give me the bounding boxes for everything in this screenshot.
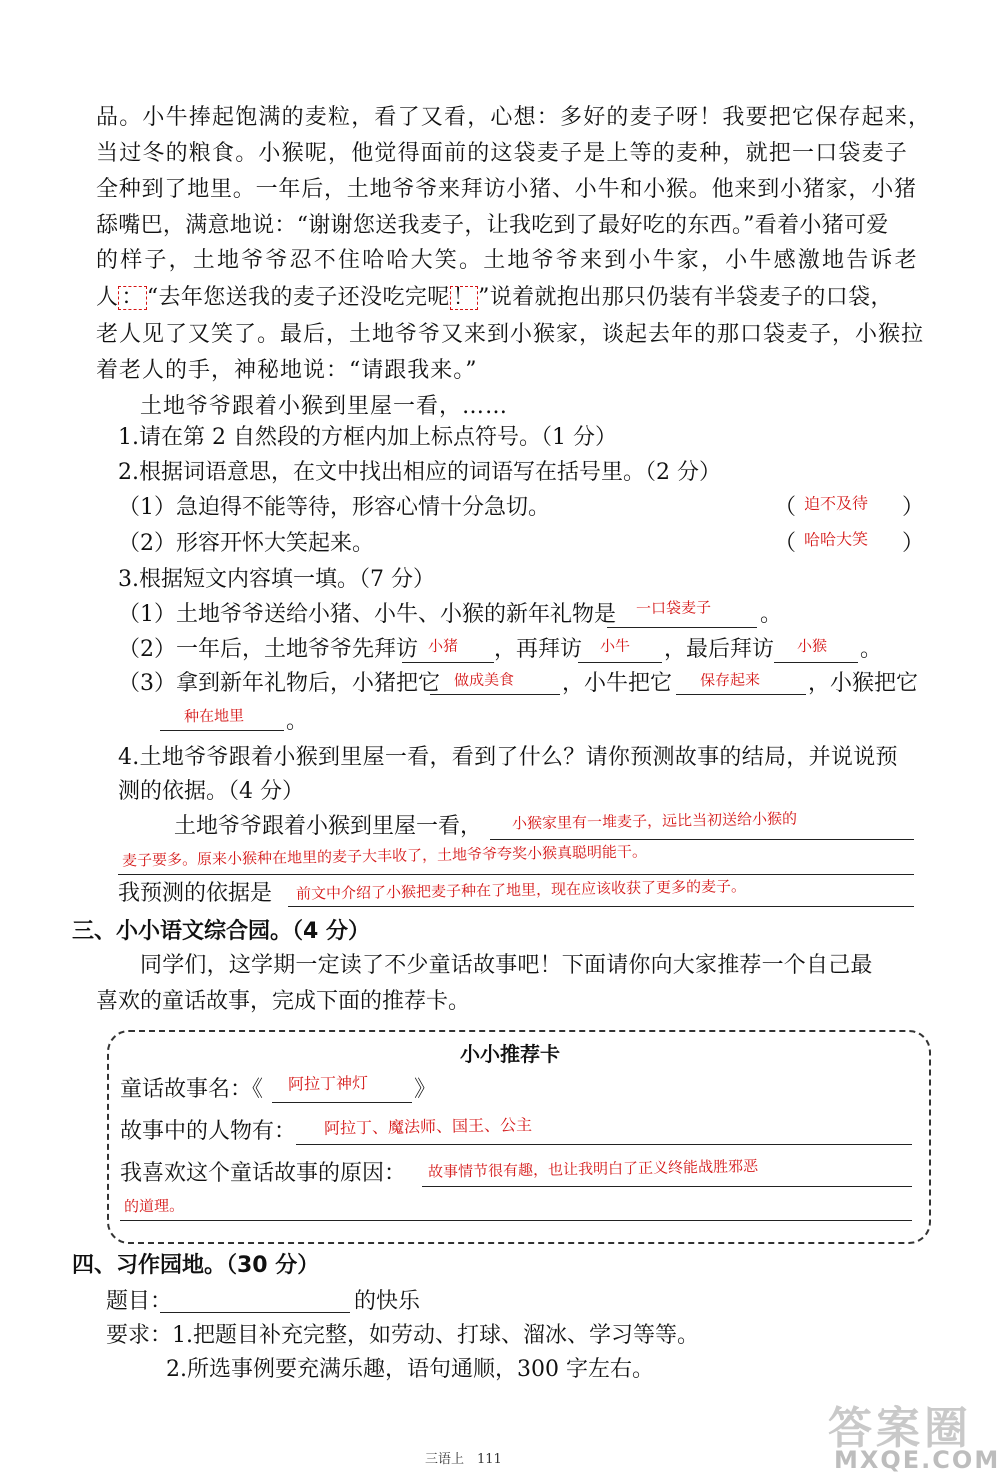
card-name-blank [272,1102,412,1103]
watermark-text: 答案圈 [828,1403,972,1454]
question-2a-close: ） [902,495,925,520]
blank-4-2 [118,874,914,875]
section-4-requirement-1: 要求：1.把题目补充完整，如劳动、打球、溜冰、学习等等。 [106,1323,699,1348]
card-name-close: 》 [414,1077,437,1102]
story-text: ”说着就抱出那只仍装有半袋麦子的口袋， [478,285,893,310]
page-footer: 三语上 111 [425,1452,502,1467]
blank-3-2a [402,662,494,663]
card-reason-label: 我喜欢这个童话故事的原因： [120,1161,407,1186]
section-4-topic-label: 题目： [106,1289,173,1314]
punctuation-box-colon: ： [118,286,146,310]
section-4-title: 四、习作园地。（30 分） [72,1253,320,1278]
question-4-title-2: 测的依据。（4 分） [118,779,304,804]
question-3-line-3b: ，小牛把它 [562,671,673,696]
question-3-line-3c: ，小猴把它 [808,671,919,696]
answer-3-3c: 种在地里 [183,706,245,726]
card-characters-answer: 阿拉丁、魔法师、国王、公主 [323,1115,533,1138]
blank-4-3 [288,906,914,907]
question-4-prompt: 土地爷爷跟着小猴到里屋一看， [174,814,483,839]
question-4-basis-label: 我预测的依据是 [118,881,273,906]
story-line-9: 土地爷爷跟着小猴到里屋一看，…… [140,394,509,419]
question-2a-text: （1）急迫得不能等待，形容心情十分急切。 [118,495,550,520]
card-reason-answer-1: 故事情节很有趣，也让我明白了正义终能战胜邪恶 [427,1157,759,1181]
card-characters-blank [296,1144,912,1145]
story-line-6 [96,284,893,312]
question-2b-open: （ [774,531,797,556]
answer-4-basis: 前文中介绍了小猴把麦子种在了地里，现在应该收获了更多的麦子。 [295,877,747,903]
answer-4-line-2: 麦子要多。原来小猴种在地里的麦子大丰收了，土地爷爷夸奖小猴真聪明能干。 [121,842,648,870]
question-1: 1.请在第 2 自然段的方框内加上标点符号。（1 分） [118,425,617,450]
story-line-1: 品。小牛捧起饱满的麦粒，看了又看，心想：多好的麦子呀！我要把它保存起来， [96,105,932,130]
card-name-answer: 阿拉丁神灯 [287,1073,369,1094]
blank-4-1 [490,839,914,840]
answer-3-3b: 保存起来 [699,670,761,690]
card-name-label: 童话故事名：《 [120,1077,264,1102]
card-characters-label: 故事中的人物有： [120,1119,297,1144]
blank-3-3a [430,694,560,695]
answer-2a: 迫不及待 [803,493,869,514]
story-line-7: 老人见了又笑了。最后，土地爷爷又来到小猴家，谈起去年的那口袋麦子，小猴拉 [96,322,925,347]
question-3-line-2-end: 。 [860,637,883,662]
watermark-logo [828,1392,1000,1476]
answer-2b: 哈哈大笑 [803,529,869,550]
question-3-line-3a: （3）拿到新年礼物后，小猪把它 [118,671,440,696]
answer-3-1: 一口袋麦子 [635,598,712,618]
question-3-line-1: （1）土地爷爷送给小猪、小牛、小猴的新年礼物是 [118,602,616,627]
answer-3-3a: 做成美食 [453,670,515,690]
answer-3-2a: 小猪 [427,636,459,656]
story-line-3: 全种到了地里。一年后，土地爷爷来拜访小猪、小牛和小猴。他来到小猪家，小猪 [96,177,917,202]
watermark-url: MXQE.COM [834,1446,1000,1474]
blank-3-3b [676,694,806,695]
card-reason-blank-2 [120,1220,912,1221]
story-line-5: 的样子，土地爷爷忍不住哈哈大笑。土地爷爷来到小牛家，小牛感激地告诉老 [96,248,919,273]
section-4-topic-suffix: 的快乐 [354,1289,421,1314]
blank-3-3c [160,730,284,731]
section-3-intro-2: 喜欢的童话故事，完成下面的推荐卡。 [96,989,471,1014]
question-3-line-2b: ，再拜访 [494,637,583,662]
answer-3-2b: 小牛 [599,636,631,656]
section-4-requirement-2: 2.所选事例要充满乐趣，语句通顺，300 字左右。 [166,1357,654,1382]
question-3-line-2c: ，最后拜访 [664,637,775,662]
question-3-line-1-end: 。 [760,602,783,627]
story-line-4: 舔嘴巴，满意地说：“谢谢您送我麦子，让我吃到了最好吃的东西。”看着小猪可爱 [96,213,889,238]
question-2b-text: （2）形容开怀大笑起来。 [118,531,374,556]
question-3-title: 3.根据短文内容填一填。（7 分） [118,567,435,592]
story-text: “去年您送我的麦子还没吃完呢 [146,285,450,310]
question-3-line-4-end: 。 [286,709,309,734]
answer-3-2c: 小猴 [796,636,828,656]
section-4-topic-blank [160,1312,350,1313]
punctuation-box-exclaim: ！ [450,286,478,310]
story-line-8: 着老人的手，神秘地说：“请跟我来。” [96,358,478,383]
question-2-title: 2.根据词语意思，在文中找出相应的词语写在括号里。（2 分） [118,460,721,485]
card-reason-answer-2: 的道理。 [123,1196,185,1216]
blank-3-1 [607,627,757,628]
blank-3-2b [578,662,662,663]
section-3-title: 三、小小语文综合园。（4 分） [72,919,370,944]
story-text: 人 [96,285,119,310]
card-reason-blank-1 [422,1186,912,1187]
question-3-line-2a: （2）一年后，土地爷爷先拜访 [118,637,418,662]
answer-4-line-1: 小猴家里有一堆麦子，远比当初送给小猴的 [511,809,798,833]
card-title: 小小推荐卡 [460,1042,560,1066]
question-4-title-1: 4.土地爷爷跟着小猴到里屋一看，看到了什么？请你预测故事的结局，并说说预 [118,745,898,770]
blank-3-2c [774,662,858,663]
story-line-2: 当过冬的粮食。小猴呢，他觉得面前的这袋麦子是上等的麦种，就把一口袋麦子 [96,141,909,166]
question-2b-close: ） [902,531,925,556]
section-3-intro-1: 同学们，这学期一定读了不少童话故事吧！下面请你向大家推荐一个自己最 [140,953,873,978]
question-2a-open: （ [774,495,797,520]
